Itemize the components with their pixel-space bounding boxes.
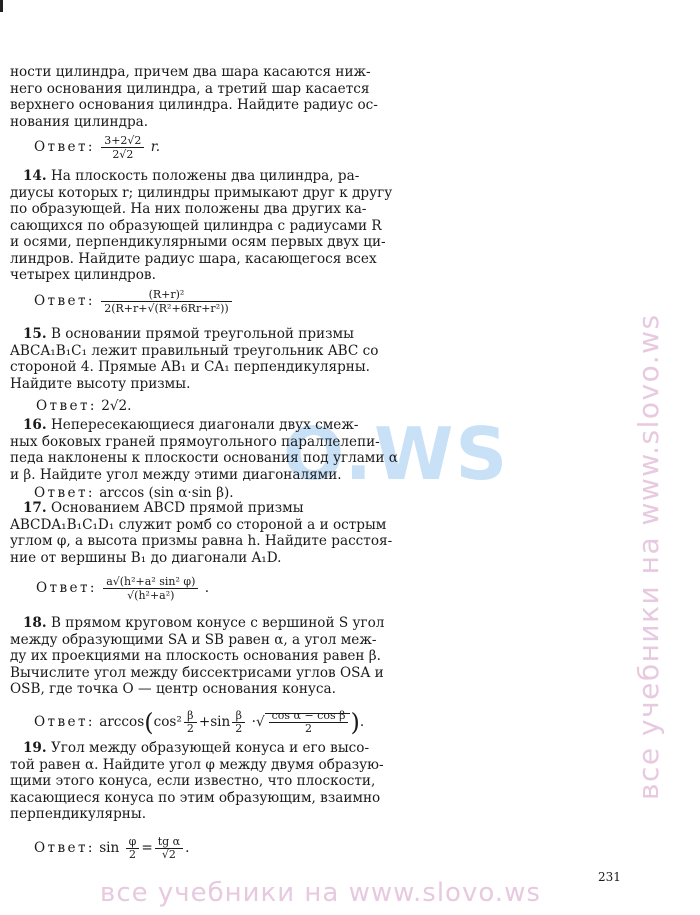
- fraction-numerator: 3+2√2: [101, 134, 144, 148]
- fraction-denominator: √(h²+a²): [127, 589, 175, 602]
- text-line: него основания цилиндра, а третий шар касается: [10, 80, 370, 97]
- fraction-numerator: a√(h²+a² sin² φ): [103, 575, 198, 589]
- phi-half-fraction: [126, 836, 140, 861]
- sqrt-fraction: [269, 710, 349, 735]
- answer-label: Ответ:: [34, 840, 95, 856]
- text-line: той равен α. Найдите угол φ между двумя образую-: [10, 756, 384, 773]
- answer-19: Ответ: sin $\frac{\varphi}{2}$ = $\frac{\text{tg α}}{√2}$ .: [34, 835, 190, 861]
- page-number: 231: [598, 870, 621, 884]
- text-line: [10, 417, 402, 434]
- text-line-content: Основанием ABCD прямой призмы: [50, 500, 304, 516]
- answer-tail: .: [204, 580, 210, 596]
- fraction-denominator: 2: [128, 848, 136, 861]
- text-line: линдров. Найдите радиус шара, касающегося всех: [10, 250, 377, 267]
- text-line: ных боковых граней прямоугольного параллелепи-: [10, 433, 380, 450]
- problem-number: 17.: [22, 500, 47, 516]
- fraction-denominator: 2(R+r+√(R²+6Rr+r²)): [104, 302, 229, 315]
- fraction-numerator: tg α: [155, 836, 183, 849]
- answer-fraction: [101, 134, 144, 161]
- fraction-numerator: β: [232, 710, 245, 723]
- answer-label: Ответ:: [36, 580, 97, 596]
- answer-18: Ответ: arccos(cos² $\frac{\beta}{2}$ +sin $\frac{\beta}{2}$ ·√ $\frac{\text{cos α − cos β}}{2}$ ).: [34, 708, 365, 737]
- problem-number: 14.: [22, 168, 47, 184]
- fraction-numerator: φ: [126, 836, 140, 849]
- fraction-numerator: β: [184, 710, 197, 723]
- answer-17: [36, 575, 209, 602]
- open-paren: (: [144, 708, 154, 737]
- text-line: ние от вершины B₁ до диагонали A₁D.: [10, 549, 282, 566]
- problem-14: [10, 168, 402, 284]
- answer-label: Ответ:: [34, 714, 95, 730]
- plus-sin-term: +sin: [198, 714, 231, 730]
- text-line-content: В основании прямой треугольной призмы: [50, 326, 354, 342]
- answer-13: [34, 134, 160, 161]
- center-watermark: O.WS: [283, 412, 510, 496]
- beta-half-fraction: [184, 710, 197, 735]
- text-line: щими этого конуса, если известно, что плоскости,: [10, 773, 376, 789]
- sin-term: sin: [99, 840, 120, 856]
- scan-corner-mark: [0, 0, 3, 12]
- problem-17: [10, 500, 402, 566]
- answer-fraction: [101, 288, 231, 315]
- answer-tail: r.: [150, 139, 161, 155]
- text-line: ABCA₁B₁C₁ лежит правильный треугольник ABC со: [10, 342, 379, 359]
- fraction-denominator: 2√2: [112, 148, 134, 161]
- text-line-content: Непересекающиеся диагонали двух смеж-: [50, 417, 359, 433]
- answer-value: 2√2.: [101, 398, 132, 414]
- text-line: [10, 168, 402, 185]
- text-line: стороной 4. Прямые AB₁ и CA₁ перпендикулярны.: [10, 359, 370, 375]
- problem-number: 19.: [22, 740, 47, 756]
- text-line: [10, 500, 402, 517]
- fraction-denominator: 2: [186, 722, 194, 735]
- text-line: сающихся по образующей цилиндра с радиусами R: [10, 217, 382, 234]
- text-line-content: В прямом круговом конусе с вершиной S угол: [50, 615, 385, 631]
- fraction-numerator: (R+r)²: [101, 288, 231, 302]
- text-line-content: На плоскость положены два цилиндра, ра-: [50, 168, 360, 184]
- tg-fraction: [155, 836, 183, 861]
- text-line: [10, 615, 402, 632]
- answer-label: Ответ:: [34, 293, 95, 309]
- answer-label: Ответ:: [34, 485, 95, 501]
- text-line: диусы которых r; цилиндры примыкают друг к другу: [10, 184, 393, 201]
- problem-18: [10, 615, 402, 698]
- answer-label: Ответ:: [34, 139, 95, 155]
- beta-half-fraction-2: [232, 710, 245, 735]
- answer-15: [36, 398, 131, 414]
- text-line: и осями, перпендикулярными осям первых двух ци-: [10, 234, 386, 250]
- text-line: нования цилиндра.: [10, 113, 149, 130]
- answer-14: [34, 288, 234, 315]
- text-line: ности цилиндра, причем два шара касаются ниж-: [10, 64, 371, 80]
- fraction-denominator: 2: [235, 722, 243, 735]
- text-line: Вычислите угол между биссектрисами углов OSA и: [10, 664, 384, 681]
- text-line: ду их проекциями на плоскость основания равен β.: [10, 648, 381, 664]
- cos-term: cos²: [153, 714, 182, 730]
- text-line-content: Угол между образующей конуса и его высо-: [50, 740, 370, 756]
- answer-tail: .: [185, 840, 190, 856]
- answer-label: Ответ:: [36, 398, 97, 414]
- text-line: педа наклонены к плоскости основания под углами α: [10, 450, 398, 466]
- text-line: между образующими SA и SB равен α, а угол меж-: [10, 631, 377, 648]
- problem-number: 15.: [22, 326, 47, 342]
- text-line: OSB, где точка O — центр основания конуса.: [10, 681, 336, 697]
- text-line: по образующей. На них положены два других ка-: [10, 201, 367, 217]
- problem-15: [10, 326, 402, 392]
- answer-value: arccos (sin α·sin β).: [99, 485, 234, 501]
- text-line: углом φ, а высота призмы равна h. Найдите расстоя-: [10, 533, 393, 549]
- sqrt-radicand: [265, 709, 351, 735]
- fraction-denominator: √2: [161, 848, 176, 861]
- answer-16: [34, 485, 234, 501]
- text-line: [10, 740, 402, 757]
- text-line: четырех цилиндров.: [10, 267, 156, 283]
- problem-number: 18.: [22, 615, 47, 631]
- problem-16: [10, 417, 402, 483]
- text-line: верхнего основания цилиндра. Найдите радиус ос-: [10, 97, 378, 113]
- bottom-watermark: все учебники на www.slovo.ws: [100, 878, 541, 908]
- text-line: Найдите высоту призмы.: [10, 375, 191, 392]
- text-line: перпендикулярны.: [10, 806, 147, 822]
- text-line: касающиеся конуса по этим образующим, взаимно: [10, 789, 381, 806]
- side-watermark: все учебники на www.slovo.ws: [632, 313, 665, 800]
- answer-function: arccos: [99, 714, 145, 730]
- close-paren: ): [350, 708, 360, 737]
- problem-13-continuation: [10, 64, 402, 130]
- problem-number: 16.: [22, 417, 47, 433]
- sqrt-sign: √: [255, 714, 265, 730]
- answer-fraction: [103, 575, 198, 602]
- text-line: ABCDA₁B₁C₁D₁ служит ромб со стороной a и острым: [10, 516, 387, 533]
- fraction-denominator: 2: [305, 722, 313, 735]
- text-line: [10, 326, 402, 343]
- problem-19: [10, 740, 402, 823]
- text-line: и β. Найдите угол между этими диагоналями.: [10, 466, 342, 483]
- fraction-numerator: cos α − cos β: [269, 710, 349, 723]
